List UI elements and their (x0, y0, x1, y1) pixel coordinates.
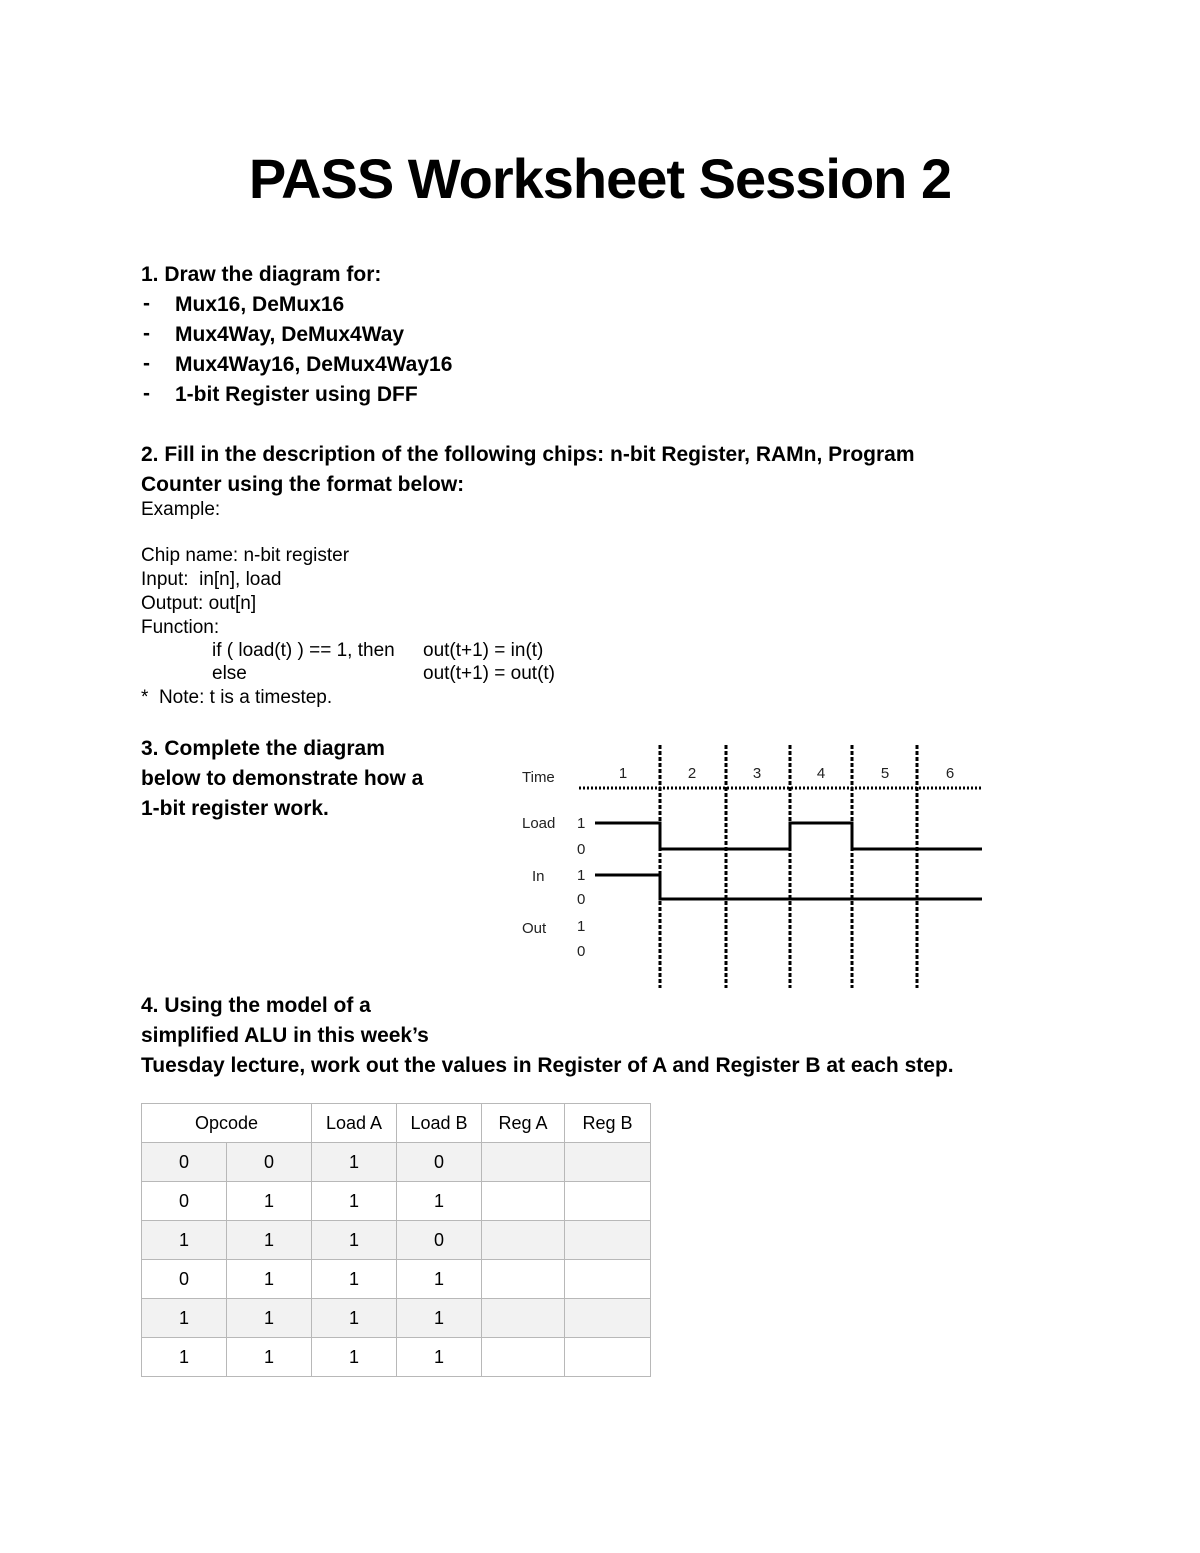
table-row (142, 1182, 651, 1221)
load-b-cell: 1 (397, 1338, 482, 1377)
table-row (142, 1338, 651, 1377)
if-result: out(t+1) = in(t) (423, 640, 544, 661)
opcode-bit-1: 1 (142, 1221, 227, 1260)
q4-heading-line1: 4. Using the model of a (141, 994, 371, 1017)
time-step-label: 1 (618, 765, 628, 782)
reg-a-answer-cell[interactable] (482, 1338, 565, 1377)
time-step-label: 2 (687, 765, 697, 782)
q1-item: Mux4Way, DeMux4Way (175, 323, 405, 346)
level-low-label: 0 (577, 943, 586, 960)
q3-heading-line2: below to demonstrate how a (141, 767, 424, 790)
load-b-cell: 0 (397, 1221, 482, 1260)
q4-heading-line3: Tuesday lecture, work out the values in Register of A and Register B at each step. (141, 1054, 954, 1077)
table-row (142, 1260, 651, 1299)
reg-a-answer-cell[interactable] (482, 1221, 565, 1260)
header-load-a: Load A (312, 1104, 397, 1143)
reg-a-answer-cell[interactable] (482, 1260, 565, 1299)
opcode-bit-0: 1 (227, 1338, 312, 1377)
q1-item: 1-bit Register using DFF (175, 383, 418, 406)
q1-item: Mux4Way16, DeMux4Way16 (175, 353, 453, 376)
level-low-label: 0 (577, 841, 586, 858)
signal-label: Load (522, 815, 556, 832)
level-low-label: 0 (577, 891, 586, 908)
chip-output: Output: out[n] (141, 593, 257, 614)
level-high-label: 1 (577, 867, 586, 884)
opcode-bit-0: 0 (227, 1143, 312, 1182)
opcode-bit-1: 0 (142, 1143, 227, 1182)
bullet-marker: - (143, 352, 150, 375)
q4-heading-line2: simplified ALU in this week’s (141, 1024, 429, 1047)
load-a-cell: 1 (312, 1143, 397, 1182)
time-step-label: 6 (945, 765, 955, 782)
chip-input: Input: in[n], load (141, 569, 282, 590)
timestep-note: * Note: t is a timestep. (141, 687, 333, 708)
timing-diagram (515, 740, 995, 990)
reg-b-answer-cell[interactable] (565, 1221, 651, 1260)
if-condition: if ( load(t) ) == 1, then (212, 640, 395, 661)
table-row (142, 1221, 651, 1260)
level-high-label: 1 (577, 815, 586, 832)
q1-heading: 1. Draw the diagram for: (141, 263, 382, 286)
header-reg-a: Reg A (482, 1104, 565, 1143)
header-reg-b: Reg B (565, 1104, 651, 1143)
time-step-label: 3 (752, 765, 762, 782)
load-a-cell: 1 (312, 1299, 397, 1338)
alu-table (141, 1103, 651, 1377)
header-opcode: Opcode (142, 1104, 312, 1143)
bullet-marker: - (143, 292, 150, 315)
reg-b-answer-cell[interactable] (565, 1260, 651, 1299)
reg-b-answer-cell[interactable] (565, 1143, 651, 1182)
table-header-row (142, 1104, 651, 1143)
load-a-cell: 1 (312, 1221, 397, 1260)
function-label: Function: (141, 617, 220, 638)
table-row (142, 1299, 651, 1338)
chip-name: Chip name: n-bit register (141, 545, 350, 566)
signal-label: Out (522, 920, 547, 937)
load-a-cell: 1 (312, 1260, 397, 1299)
time-step-label: 4 (816, 765, 826, 782)
bullet-marker: - (143, 322, 150, 345)
opcode-bit-0: 1 (227, 1221, 312, 1260)
load-b-cell: 1 (397, 1260, 482, 1299)
opcode-bit-1: 0 (142, 1260, 227, 1299)
load-a-cell: 1 (312, 1182, 397, 1221)
q3-heading-line3: 1-bit register work. (141, 797, 329, 820)
time-label: Time (522, 769, 555, 786)
q1-item: Mux16, DeMux16 (175, 293, 345, 316)
page-title: PASS Worksheet Session 2 (248, 147, 952, 210)
opcode-bit-0: 1 (227, 1299, 312, 1338)
opcode-bit-0: 1 (227, 1182, 312, 1221)
opcode-bit-1: 1 (142, 1299, 227, 1338)
load-a-cell: 1 (312, 1338, 397, 1377)
header-load-b: Load B (397, 1104, 482, 1143)
example-label: Example: (141, 499, 221, 520)
bullet-marker: - (143, 382, 150, 405)
level-high-label: 1 (577, 918, 586, 935)
q2-heading-line2: Counter using the format below: (141, 473, 465, 496)
opcode-bit-1: 1 (142, 1338, 227, 1377)
load-b-cell: 0 (397, 1143, 482, 1182)
opcode-bit-1: 0 (142, 1182, 227, 1221)
reg-a-answer-cell[interactable] (482, 1182, 565, 1221)
else-result: out(t+1) = out(t) (423, 663, 556, 684)
reg-a-answer-cell[interactable] (482, 1143, 565, 1182)
reg-b-answer-cell[interactable] (565, 1182, 651, 1221)
signal-label: In (532, 868, 545, 885)
table-row (142, 1143, 651, 1182)
signal-waveform-load (595, 823, 982, 849)
time-step-label: 5 (880, 765, 890, 782)
q3-heading-line1: 3. Complete the diagram (141, 737, 385, 760)
load-b-cell: 1 (397, 1182, 482, 1221)
reg-b-answer-cell[interactable] (565, 1299, 651, 1338)
reg-a-answer-cell[interactable] (482, 1299, 565, 1338)
reg-b-answer-cell[interactable] (565, 1338, 651, 1377)
opcode-bit-0: 1 (227, 1260, 312, 1299)
q2-heading-line1: 2. Fill in the description of the following chips: n-bit Register, RAMn, Program (141, 443, 915, 466)
load-b-cell: 1 (397, 1299, 482, 1338)
else-keyword: else (212, 663, 247, 684)
